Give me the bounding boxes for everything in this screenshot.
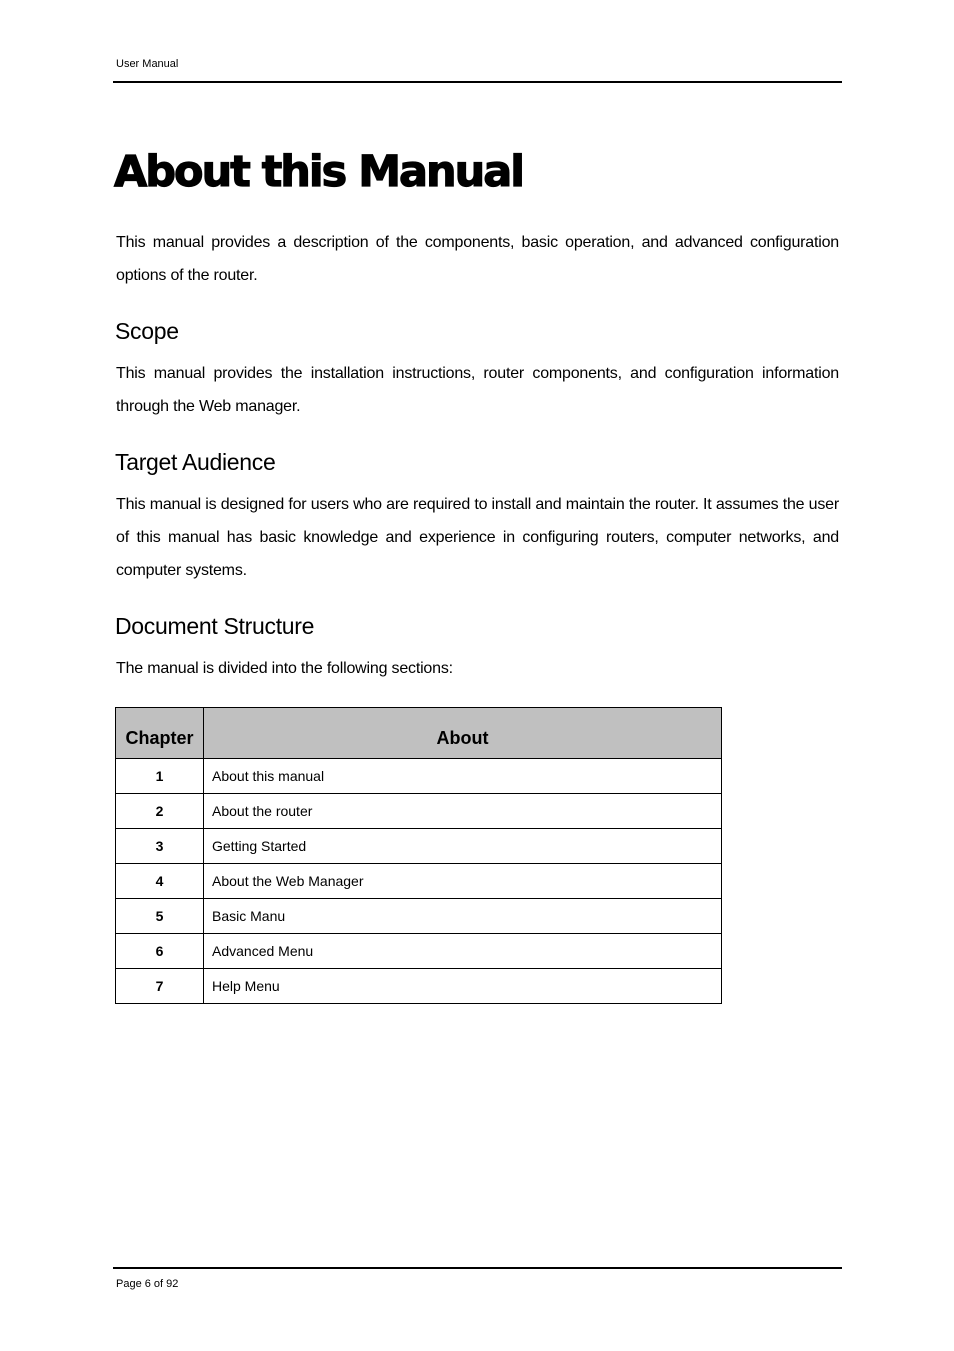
chapter-number: 1 [116,759,204,794]
table-row [116,794,722,829]
running-header: User Manual [116,58,179,70]
section-heading-target-audience: Target Audience [115,449,276,475]
chapter-number: 6 [116,934,204,969]
section-heading-document-structure: Document Structure [115,613,315,639]
chapter-number: 7 [116,969,204,1004]
chapter-about: About this manual [204,759,722,794]
footer-rule [113,1267,842,1269]
intro-paragraph: This manual provides a description of the components, basic operation, and advanced configuration options of the router. [116,234,839,284]
table-header-row [116,708,722,759]
table-row [116,864,722,899]
table-row [116,759,722,794]
structure-paragraph: The manual is divided into the following sections: [116,660,453,677]
chapter-number: 4 [116,864,204,899]
audience-paragraph: This manual is designed for users who are required to install and maintain the router. It assumes the user of this manual has basic knowledge and experience in configuring routers, computer networks, and computer systems. [116,496,839,579]
table-row [116,934,722,969]
page-number-footer: Page 6 of 92 [116,1278,179,1290]
table-row [116,899,722,934]
table-row [116,829,722,864]
chapters-table [115,707,722,1004]
chapter-about: Advanced Menu [204,934,722,969]
chapter-number: 5 [116,899,204,934]
table-row [116,969,722,1004]
chapter-about: Basic Manu [204,899,722,934]
chapter-number: 2 [116,794,204,829]
section-heading-scope: Scope [115,318,179,344]
chapter-number: 3 [116,829,204,864]
scope-paragraph: This manual provides the installation instructions, router components, and configuration information through the Web manager. [116,365,839,415]
chapter-about: Help Menu [204,969,722,1004]
column-header-about: About [204,708,722,759]
chapter-about: About the router [204,794,722,829]
column-header-chapter: Chapter [116,708,204,759]
chapter-about: About the Web Manager [204,864,722,899]
page-title: About this Manual [114,147,523,197]
chapter-about: Getting Started [204,829,722,864]
header-rule [113,81,842,83]
